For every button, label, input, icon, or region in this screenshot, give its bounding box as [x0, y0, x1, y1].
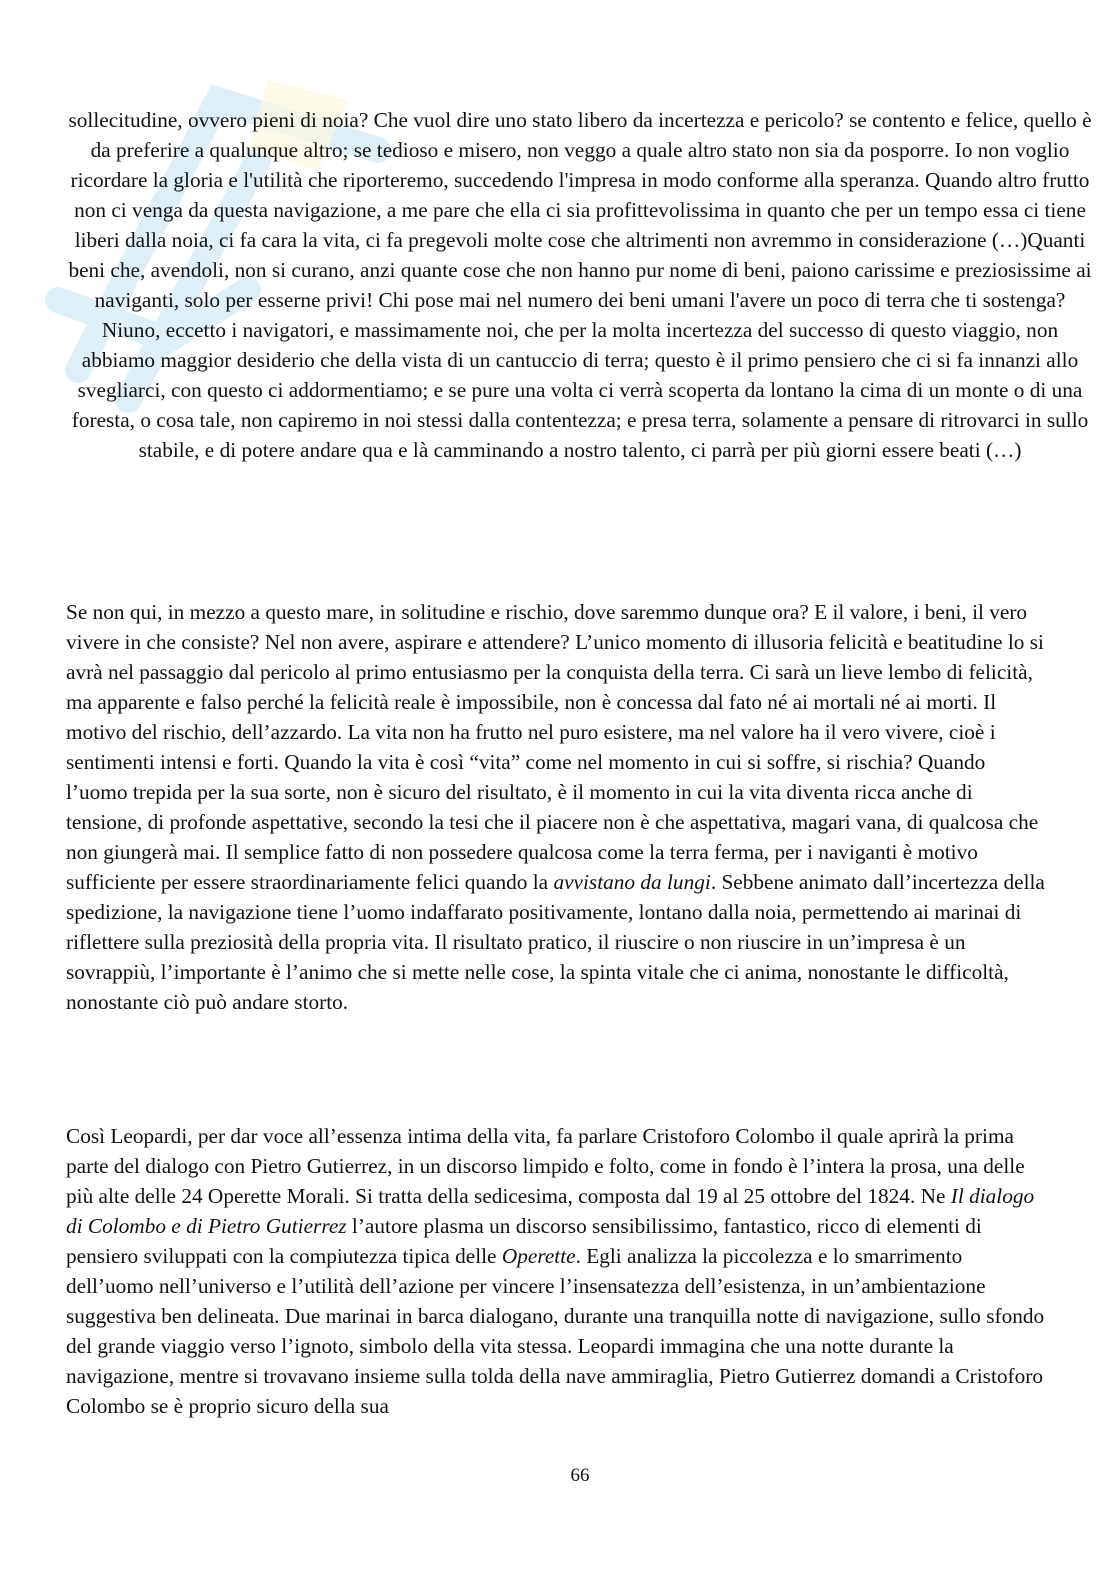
paragraph-2-text-b: l’autore plasma un discorso sensibilissimo, fantastico, ricco di elementi di pensiero sviluppati con la compiutezza tipica delle [66, 1214, 982, 1268]
paragraph-2-text-c: . Egli analizza la piccolezza e lo smarrimento dell’uomo nell’universo e l’utilità dell’azione per vincere l’insensatezza dell’esistenza, in un’ambientazione suggestiva ben delineata. Due marinai in barca dialogano, durante una tranquilla notte di navigazione, sullo sfondo del grande viaggio verso l’ignoto, simbolo della vita stessa. Leopardi immagina che una notte durante la navigazione, mentre si trovavano insieme sulla tolda della nave ammiraglia, Pietro Gutierrez domandi a Cristoforo Colombo se è proprio sicuro della sua [66, 1244, 1045, 1418]
paragraph-1-italic: avvistano da lungi [553, 870, 711, 894]
quote-block [66, 105, 1094, 465]
paragraph-2-text-a: Così Leopardi, per dar voce all’essenza intima della vita, fa parlare Cristoforo Colombo il quale aprirà la prima parte del dialogo con Pietro Gutierrez, in un discorso limpido e folto, come in fondo è l’intera la prosa, una delle più alte delle 24 Operette Morali. Si tratta della sedicesima, composta dal 19 al 25 ottobre del 1824. Ne [66, 1124, 1025, 1208]
paragraph-1-text-b: . Sebbene animato dall’incertezza della spedizione, la navigazione tiene l’uomo indaffarato positivamente, lontano dalla noia, permettendo ai marinai di riflettere sulla preziosità della propria vita. Il risultato pratico, il riuscire o non riuscire in un’impresa è un sovrappiù, l’importante è l’animo che si mette nelle cose, la spinta vitale che ci anima, nonostante le difficoltà, nonostante ciò può andare storto. [66, 870, 1045, 1014]
paragraph-2-italic-title: Il dialogo di Colombo e di Pietro Gutierrez [66, 1184, 1035, 1238]
paragraph-2-italic-operette: Operette [501, 1244, 576, 1268]
paragraph-1-text-a: Se non qui, in mezzo a questo mare, in solitudine e rischio, dove saremmo dunque ora? E il valore, i beni, il vero vivere in che consiste? Nel non avere, aspirare e attendere? L’unico momento di illusoria felicità e beatitudine lo si avrà nel passaggio dal pericolo al primo entusiasmo per la conquista della terra. Ci sarà un lieve lembo di felicità, ma apparente e falso perché la felicità reale è impossibile, non è concessa dal fato né ai mortali né ai morti. Il motivo del rischio, dell’azzardo. La vita non ha frutto nel puro esistere, ma nel valore ha il vero vivere, cioè i sentimenti intensi e forti. Quando la vita è così “vita” come nel momento in cui si soffre, si rischia? Quando l’uomo trepida per la sua sorte, non è sicuro del risultato, è il momento in cui la vita diventa ricca anche di tensione, di profonde aspettative, secondo la tesi che il piacere non è che aspettativa, magari vana, di qualcosa che non giungerà mai. Il semplice fatto di non possedere qualcosa come la terra ferma, per i naviganti è motivo sufficiente per essere straordinariamente felici quando la [66, 600, 1044, 894]
paragraph-2 [66, 1121, 1050, 1421]
quote-text: sollecitudine, ovvero pieni di noia? Che vuol dire uno stato libero da incertezza e pericolo? se contento e felice, quello è da preferire a qualunque altro; se tedioso e misero, non veggo a quale altro stato non sia da posporre. Io non voglio ricordare la gloria e l'utilità che riporteremo, succedendo l'impresa in modo conforme alla speranza. Quando altro frutto non ci venga da questa navigazione, a me pare che ella ci sia profittevolissima in quanto che per un tempo essa ci tiene liberi dalla noia, ci fa cara la vita, ci fa pregevoli molte cose che altrimenti non avremmo in considerazione (…)Quanti beni che, avendoli, non si curano, anzi quante cose che non hanno pur nome di beni, paiono carissime e preziosissime ai naviganti, solo per esserne privi! Chi pose mai nel numero dei beni umani l'avere un poco di terra che ti sostenga? Niuno, eccetto i navigatori, e massimamente noi, che per la molta incertezza del successo di questo viaggio, non abbiamo maggior desiderio che della vista di un cantuccio di terra; questo è il primo pensiero che ci si fa innanzi allo svegliarci, con questo ci addormentiamo; e se pure una volta ci verrà scoperta da lontano la cima di un monte o di una foresta, o cosa tale, non capiremo in noi stessi dalla contentezza; e presa terra, solamente a pensare di ritrovarci in sullo stabile, e di potere andare qua e là camminando a nostro talento, ci parrà per più giorni essere beati (…) [68, 108, 1092, 462]
paragraph-1 [66, 597, 1050, 1017]
page-number: 66 [570, 1465, 590, 1486]
